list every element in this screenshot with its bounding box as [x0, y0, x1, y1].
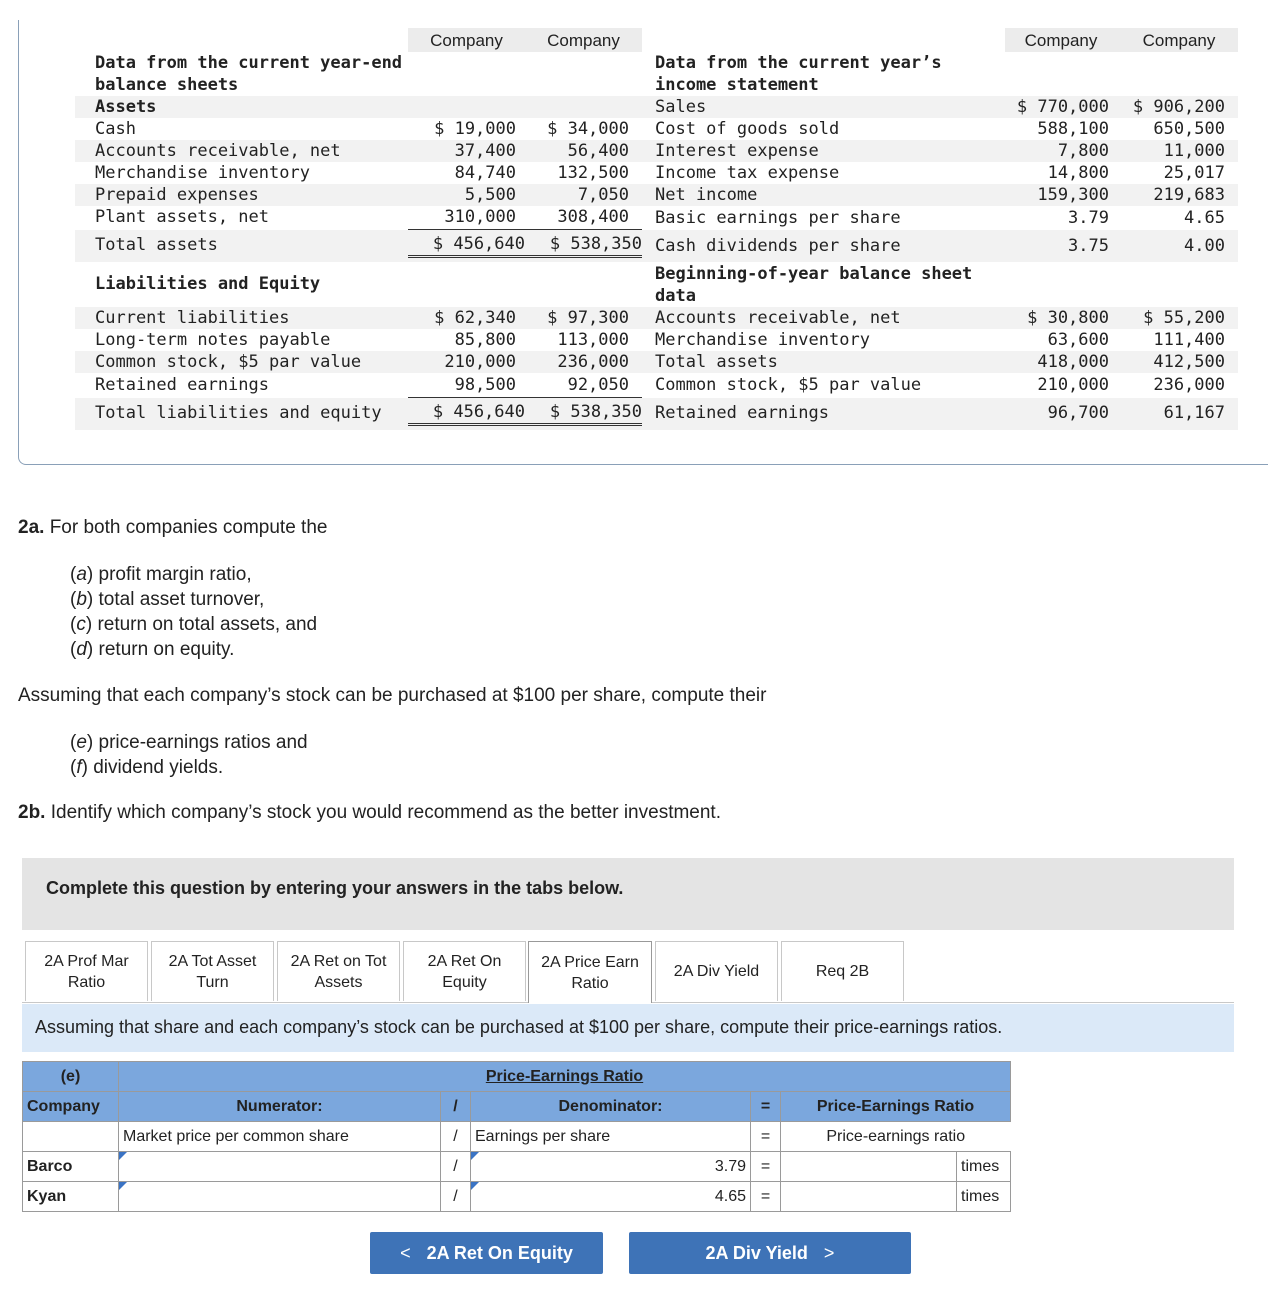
income-label: Net income: [655, 185, 758, 205]
beg-label: Accounts receivable, net: [655, 308, 901, 328]
asset-barco: 37,400: [454, 141, 516, 161]
e-label: (e): [23, 1062, 119, 1092]
barco-result-input[interactable]: [781, 1152, 957, 1182]
col-header-barco-right: Company: [1024, 31, 1098, 50]
beg-barco: $ 30,800: [1027, 308, 1109, 328]
total-assets-label: Total assets: [95, 235, 218, 255]
total-assets-kyan: $ 538,350: [525, 229, 642, 258]
item-e: (e) price-earnings ratios and: [70, 732, 308, 753]
barco-numerator-input[interactable]: [119, 1152, 441, 1182]
income-kyan: $ 906,200: [1132, 97, 1225, 117]
asset-barco: 5,500: [464, 185, 516, 205]
question-2a: [18, 517, 327, 539]
tab-div-yield[interactable]: 2A Div Yield: [655, 941, 778, 1001]
liability-label: Common stock, $5 par value: [95, 352, 362, 372]
eq: =: [751, 1122, 781, 1152]
liability-barco: 210,000: [444, 352, 516, 372]
tab-price-earn-ratio[interactable]: 2A Price Earn Ratio: [528, 941, 652, 1003]
question-2b: [18, 802, 721, 824]
liability-barco: 85,800: [454, 330, 516, 350]
asset-label: Plant assets, net: [95, 207, 269, 227]
left-heading-2: balance sheets: [95, 75, 239, 95]
company-kyan: Kyan: [23, 1182, 119, 1212]
instruction-bar: [22, 1004, 1234, 1052]
numerator-header: Numerator:: [119, 1092, 441, 1122]
kyan-unit: times: [957, 1182, 1011, 1212]
income-label: Cost of goods sold: [655, 119, 840, 139]
income-label: Income tax expense: [655, 163, 840, 183]
right-heading-1: Data from the current year’s: [655, 53, 942, 73]
q2b-text: Identify which company’s stock you would recommend as the better investment.: [50, 802, 721, 823]
asset-kyan: 56,400: [567, 141, 629, 161]
beg-kyan: 236,000: [1153, 375, 1225, 395]
kyan-denominator-input[interactable]: 4.65: [471, 1182, 751, 1212]
asset-label: Prepaid expenses: [95, 185, 259, 205]
slash-header: /: [441, 1092, 471, 1122]
beg-barco: 96,700: [1047, 403, 1109, 423]
q2b-num: 2b.: [18, 802, 46, 823]
next-tab-button[interactable]: [629, 1232, 911, 1274]
tab-tot-asset-turn[interactable]: 2A Tot Asset Turn: [151, 941, 274, 1001]
q2a-num: 2a.: [18, 517, 45, 538]
left-heading-1: Data from the current year-end: [95, 53, 403, 73]
income-label: Basic earnings per share: [655, 208, 901, 228]
income-kyan: 4.00: [1184, 236, 1225, 256]
beg-label: Common stock, $5 par value: [655, 375, 922, 395]
slash: /: [441, 1182, 471, 1212]
asset-barco: $ 19,000: [434, 119, 516, 139]
asset-kyan: 308,400: [557, 207, 629, 227]
denominator-label: Earnings per share: [471, 1122, 751, 1152]
tab-ret-on-tot-assets[interactable]: 2A Ret on Tot Assets: [277, 941, 400, 1001]
liability-kyan: 92,050: [567, 375, 629, 395]
chevron-left-icon: <: [400, 1242, 411, 1263]
barco-unit: times: [957, 1152, 1011, 1182]
item-d: (d) return on equity.: [70, 639, 235, 660]
beg-barco: 63,600: [1047, 330, 1109, 350]
income-barco: $ 770,000: [1016, 97, 1109, 117]
company-header: Company: [23, 1092, 119, 1122]
empty-cell: [23, 1122, 119, 1152]
kyan-numerator-input[interactable]: [119, 1182, 441, 1212]
total-liab-kyan: $ 538,350: [525, 397, 642, 426]
beg-label: Merchandise inventory: [655, 330, 870, 350]
income-kyan: 650,500: [1153, 119, 1225, 139]
liability-barco: $ 62,340: [434, 308, 516, 328]
right-heading-2: income statement: [655, 75, 819, 95]
pe-ratio-table: [22, 1061, 1011, 1212]
income-barco: 3.75: [1068, 236, 1109, 256]
numerator-label: Market price per common share: [119, 1122, 441, 1152]
instructions-banner: [22, 858, 1234, 930]
asset-barco: 84,740: [454, 163, 516, 183]
liability-barco: 98,500: [454, 375, 516, 395]
asset-kyan: $ 34,000: [547, 119, 629, 139]
eq: =: [751, 1152, 781, 1182]
company-barco: Barco: [23, 1152, 119, 1182]
pe-title: Price-Earnings Ratio: [119, 1062, 1011, 1092]
income-label: Interest expense: [655, 141, 819, 161]
income-kyan: 219,683: [1153, 185, 1225, 205]
eq-header: =: [751, 1092, 781, 1122]
item-b: (b) total asset turnover,: [70, 589, 265, 610]
income-kyan: 4.65: [1184, 208, 1225, 228]
prev-tab-button[interactable]: [370, 1232, 603, 1274]
banner-text: Complete this question by entering your answers in the tabs below.: [46, 878, 624, 898]
asset-kyan: 7,050: [577, 185, 629, 205]
income-barco: 14,800: [1047, 163, 1109, 183]
asset-label: Cash: [95, 119, 136, 139]
item-f: (f) dividend yields.: [70, 757, 224, 778]
total-liab-label: Total liabilities and equity: [95, 403, 382, 423]
result-header: Price-Earnings Ratio: [781, 1092, 1011, 1122]
beg-heading-2: data: [655, 286, 696, 306]
liability-label: Current liabilities: [95, 308, 290, 328]
asset-kyan: 132,500: [557, 163, 629, 183]
tab-req-2b[interactable]: Req 2B: [781, 941, 904, 1001]
beg-heading-1: Beginning-of-year balance sheet: [655, 264, 973, 284]
asset-label: Merchandise inventory: [95, 163, 310, 183]
beg-kyan: $ 55,200: [1143, 308, 1225, 328]
result-label: Price-earnings ratio: [826, 1127, 966, 1145]
denominator-header: Denominator:: [471, 1092, 751, 1122]
liability-kyan: $ 97,300: [547, 308, 629, 328]
beg-label: Retained earnings: [655, 403, 829, 423]
asset-barco: 310,000: [444, 207, 516, 227]
beg-label: Total assets: [655, 352, 778, 372]
income-barco: 159,300: [1037, 185, 1109, 205]
kyan-result-input[interactable]: [781, 1182, 957, 1212]
total-assets-barco: $ 456,640: [408, 229, 525, 258]
liability-label: Retained earnings: [95, 375, 269, 395]
col-header-barco-left: Company: [430, 31, 503, 50]
item-a: (a) profit margin ratio,: [70, 564, 252, 585]
income-barco: 7,800: [1057, 141, 1109, 161]
slash: /: [441, 1122, 471, 1152]
beg-kyan: 61,167: [1163, 403, 1225, 423]
liability-label: Long-term notes payable: [95, 330, 331, 350]
chevron-right-icon: >: [823, 1242, 835, 1263]
instruction-text: Assuming that share and each company’s stock can be purchased at $100 per share, compute their price-earnings ratios.: [35, 1017, 1003, 1037]
barco-denominator-input[interactable]: 3.79: [471, 1152, 751, 1182]
beg-kyan: 412,500: [1153, 352, 1225, 372]
q2a-text: For both companies compute the: [49, 517, 328, 538]
next-tab-label: 2A Div Yield: [705, 1242, 808, 1263]
liability-kyan: 236,000: [557, 352, 629, 372]
income-barco: 3.79: [1068, 208, 1109, 228]
eq: =: [751, 1182, 781, 1212]
slash: /: [441, 1152, 471, 1182]
beg-barco: 418,000: [1037, 352, 1109, 372]
income-kyan: 11,000: [1163, 141, 1225, 161]
tab-ret-on-equity[interactable]: 2A Ret On Equity: [403, 941, 526, 1001]
income-barco: 588,100: [1037, 119, 1109, 139]
total-liab-barco: $ 456,640: [408, 397, 525, 426]
asset-label: Accounts receivable, net: [95, 141, 341, 161]
liability-kyan: 113,000: [557, 330, 629, 350]
tab-prof-mar-ratio[interactable]: 2A Prof Mar Ratio: [25, 941, 148, 1001]
prev-tab-label: 2A Ret On Equity: [426, 1242, 573, 1263]
beg-kyan: 111,400: [1153, 330, 1225, 350]
assets-heading: Assets: [95, 97, 157, 117]
liabilities-heading: Liabilities and Equity: [95, 274, 321, 294]
income-label: Cash dividends per share: [655, 236, 901, 256]
income-label: Sales: [655, 97, 707, 117]
beg-barco: 210,000: [1037, 375, 1109, 395]
col-header-kyan-left: Company: [547, 31, 620, 50]
item-c: (c) return on total assets, and: [70, 614, 318, 635]
assume-text: Assuming that each company’s stock can be purchased at $100 per share, compute their: [18, 685, 767, 706]
income-kyan: 25,017: [1163, 163, 1225, 183]
col-header-kyan-right: Company: [1142, 31, 1216, 50]
